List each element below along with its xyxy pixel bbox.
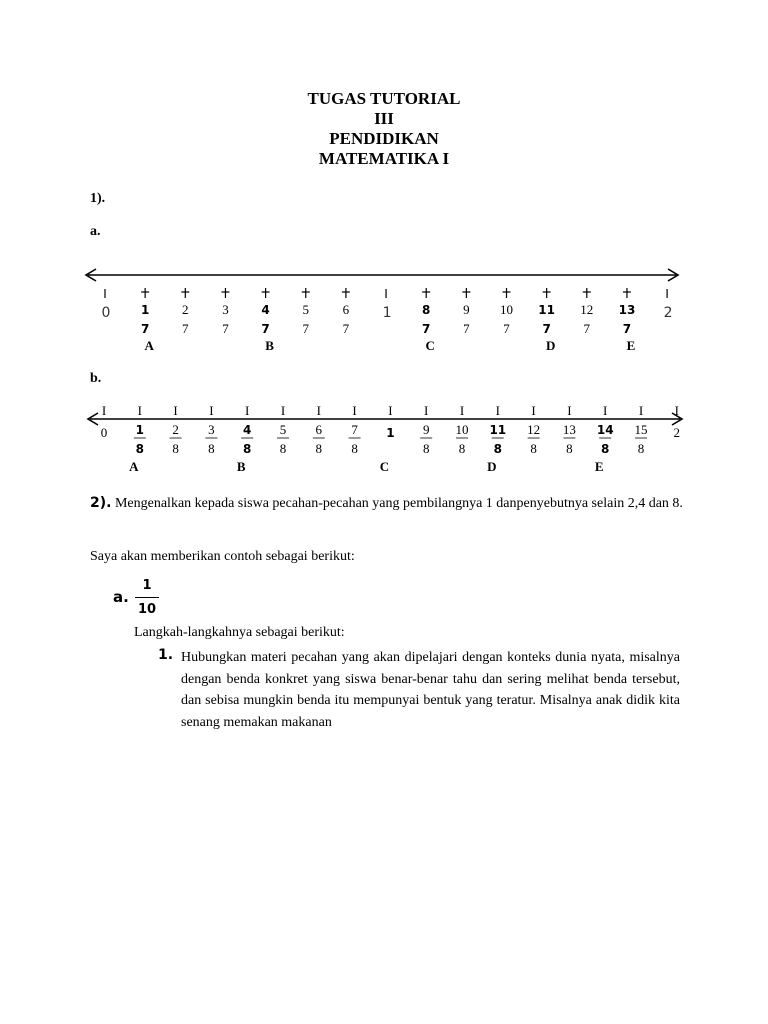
tick-numerator: 13 — [562, 422, 576, 437]
tick-numerator: 2 — [182, 302, 189, 317]
tick-numerator: 11 — [538, 303, 556, 317]
point-marker: B — [236, 459, 246, 474]
tick-numerator: 1 — [140, 303, 150, 317]
title-line-4: MATEMATIKA I — [318, 149, 450, 168]
tick-mark: I — [638, 403, 644, 418]
tick-mark: I — [531, 403, 536, 418]
tick-numerator: 1 — [135, 423, 144, 437]
tick-denominator: 8 — [351, 441, 358, 456]
question-1-label: 1). — [90, 191, 106, 206]
number-line-b — [0, 398, 768, 478]
tick-numerator: 2 — [172, 422, 179, 437]
tick-denominator: 8 — [637, 441, 645, 456]
tick-label: 0 — [100, 425, 108, 440]
tick-numerator: 13 — [618, 303, 636, 317]
step-1-text: Hubungkan materi pecahan yang akan dipelajari dengan konteks dunia nyata, misalnya dengan benda konkret yang siswa benar-benar tahu dan sering melihat benda tersebut, dan sebisa mungkin benda itu mempunyai bentuk yang teratur. Misalnya anak didik kita senang memakan makanan — [181, 650, 680, 730]
tick-denominator: 7 — [503, 321, 510, 336]
point-marker: C — [425, 338, 435, 353]
tick-mark: I — [173, 403, 178, 418]
point-marker: D — [487, 459, 497, 474]
tick-label: 1 — [386, 426, 395, 440]
page-title — [0, 89, 768, 169]
step-1-number: 1. — [158, 647, 174, 663]
tick-denominator: 7 — [140, 322, 150, 336]
tick-denominator: 8 — [493, 442, 502, 456]
tick-mark: I — [316, 403, 321, 418]
tick-denominator: 7 — [222, 321, 229, 336]
fraction — [135, 578, 159, 617]
example-intro: Saya akan memberikan contoh sebagai berikut: — [90, 549, 355, 564]
tick-numerator: 10 — [500, 302, 513, 317]
tick-numerator: 15 — [634, 422, 648, 437]
tick-numerator: 8 — [422, 303, 431, 317]
example-a-label: a. — [113, 588, 129, 606]
tick-mark: I — [245, 403, 250, 418]
number-line-a — [0, 262, 768, 362]
tick-label: 1 — [382, 305, 392, 321]
title-line-1: TUGAS TUTORIAL — [307, 89, 461, 108]
tick-denominator: 7 — [182, 321, 189, 336]
tick-mark: I — [603, 403, 608, 418]
tick-denominator: 8 — [601, 442, 610, 456]
tick-denominator: 7 — [463, 321, 470, 336]
question-1a-label: a. — [90, 224, 101, 239]
tick-numerator: 4 — [261, 303, 270, 317]
tick-denominator: 8 — [566, 441, 573, 456]
fraction-bar — [135, 597, 159, 598]
question-2-text: Mengenalkan kepada siswa pecahan-pecahan yang pembilangnya 1 danpenyebutnya selain 2,4 dan 8. — [111, 496, 683, 511]
tick-denominator: 7 — [583, 321, 591, 336]
tick-denominator: 8 — [315, 441, 323, 456]
title-line-3: PENDIDIKAN — [329, 129, 439, 148]
tick-label: 0 — [101, 305, 111, 321]
tick-mark: I — [424, 403, 429, 418]
example-a-fraction — [113, 578, 173, 628]
tick-numerator: 5 — [302, 302, 309, 317]
tick-mark: I — [280, 403, 286, 418]
tick-numerator: 7 — [351, 422, 358, 437]
point-marker: A — [129, 459, 139, 474]
tick-denominator: 8 — [135, 442, 144, 456]
tick-numerator: 9 — [463, 302, 470, 317]
fraction-denominator: 10 — [137, 602, 157, 617]
tick-denominator: 8 — [422, 441, 430, 456]
point-marker: C — [379, 459, 390, 474]
tick-label: 2 — [663, 305, 673, 321]
tick-mark: I — [209, 403, 214, 418]
tick-numerator: 11 — [489, 423, 507, 437]
tick-mark: I — [388, 403, 393, 418]
tick-denominator: 8 — [458, 441, 466, 456]
tick-numerator: 10 — [455, 422, 469, 437]
tick-denominator: 7 — [261, 322, 270, 336]
point-marker: B — [265, 338, 274, 353]
tick-numerator: 4 — [243, 423, 252, 437]
tick-mark: I — [567, 403, 572, 418]
tick-numerator: 3 — [208, 422, 215, 437]
tick-numerator: 6 — [315, 422, 323, 437]
point-marker: A — [144, 338, 154, 353]
tick-numerator: 3 — [222, 302, 229, 317]
question-1b-label: b. — [90, 371, 102, 386]
tick-mark: I — [352, 403, 357, 418]
tick-numerator: 9 — [422, 422, 430, 437]
tick-mark: I — [137, 403, 142, 418]
tick-denominator: 7 — [302, 321, 309, 336]
tick-denominator: 7 — [542, 322, 551, 336]
tick-numerator: 12 — [527, 422, 541, 437]
tick-mark: I — [495, 403, 500, 418]
tick-denominator: 7 — [622, 322, 632, 336]
title-line-2: III — [374, 109, 394, 128]
point-marker: E — [594, 459, 604, 474]
tick-numerator: 12 — [580, 302, 594, 317]
tick-denominator: 8 — [279, 441, 287, 456]
tick-mark: I — [101, 403, 107, 418]
fraction-numerator: 1 — [142, 578, 152, 593]
tick-denominator: 7 — [342, 321, 350, 336]
tick-numerator: 14 — [596, 423, 614, 437]
steps-intro: Langkah-langkahnya sebagai berikut: — [134, 625, 345, 640]
tick-numerator: 6 — [342, 302, 350, 317]
tick-denominator: 8 — [172, 441, 179, 456]
tick-denominator: 7 — [422, 322, 431, 336]
tick-label: 2 — [673, 425, 681, 440]
tick-denominator: 8 — [530, 441, 537, 456]
point-marker: D — [545, 338, 556, 353]
tick-numerator: 5 — [279, 422, 287, 437]
question-2-number: 2). — [90, 495, 112, 511]
tick-denominator: 8 — [208, 441, 215, 456]
question-2 — [90, 492, 690, 515]
tick-denominator: 8 — [243, 442, 252, 456]
tick-mark: I — [674, 403, 679, 418]
point-marker: E — [626, 338, 636, 353]
tick-mark: I — [459, 403, 465, 418]
